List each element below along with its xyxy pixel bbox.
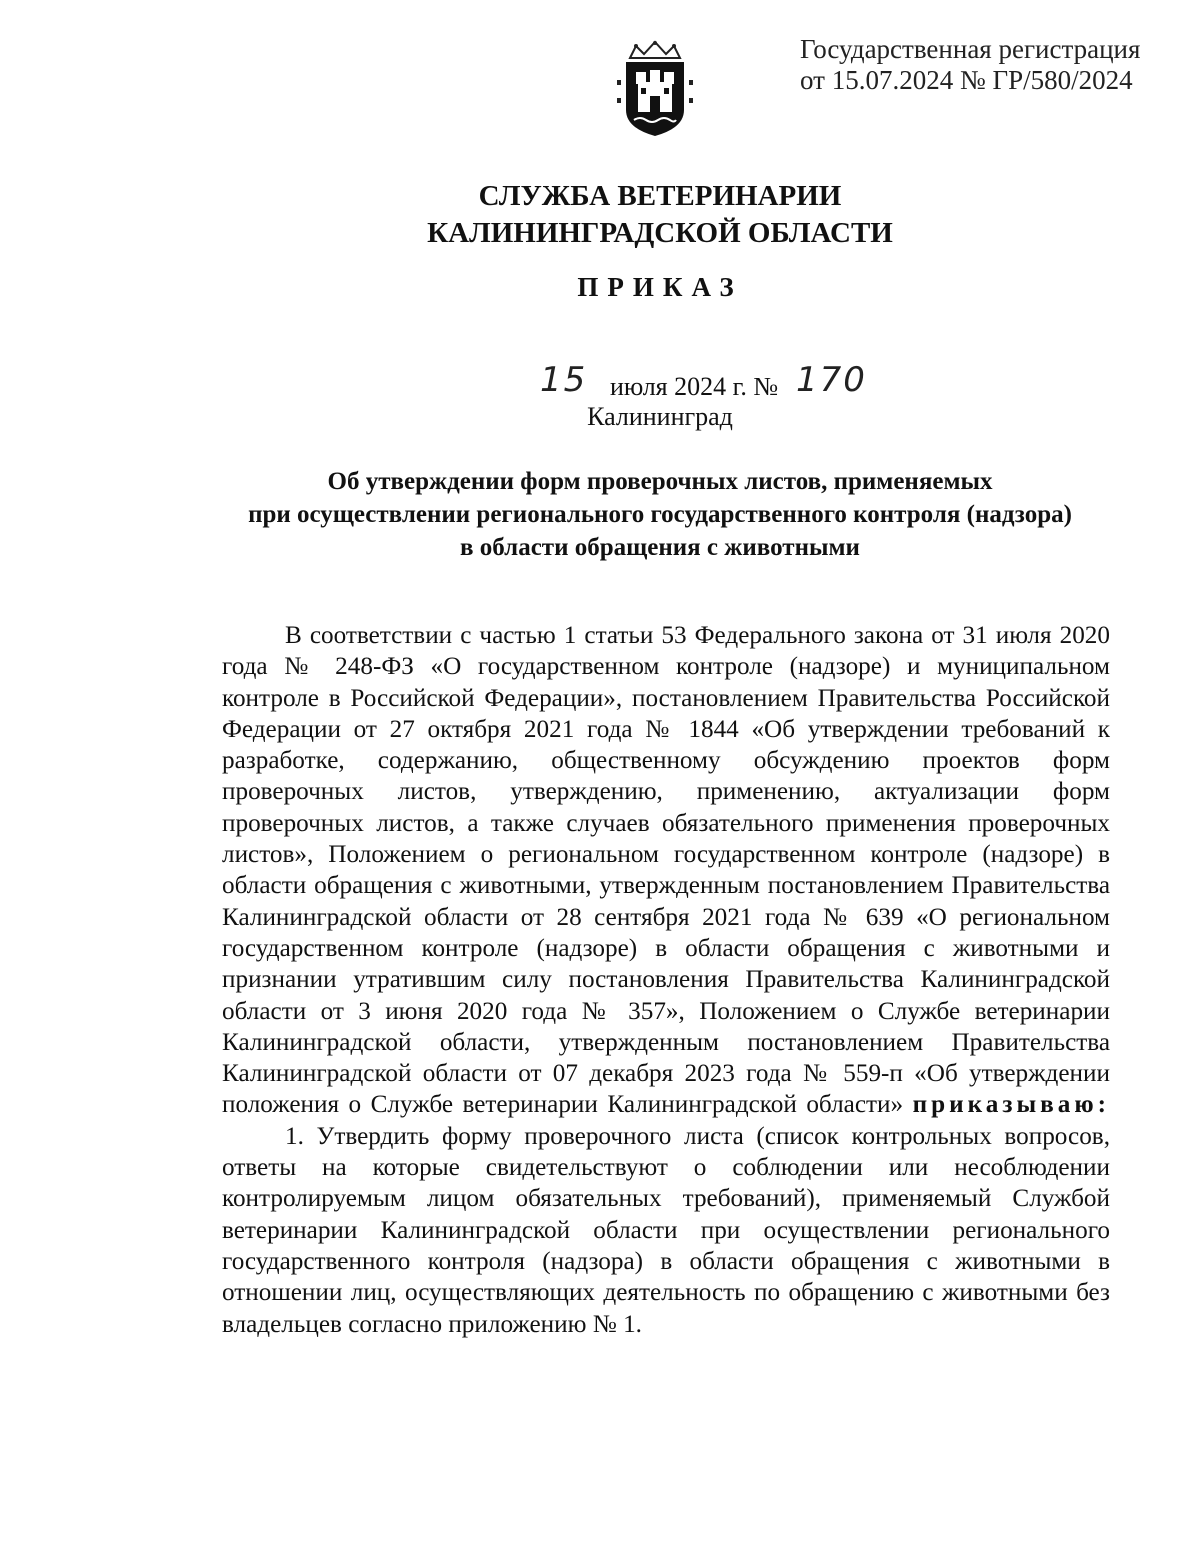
handwritten-order-number: 170 (796, 360, 867, 400)
order-word: приказываю: (912, 1091, 1110, 1119)
agency-line-1: СЛУЖБА ВЕТЕРИНАРИИ (478, 180, 842, 212)
document-body (222, 620, 1110, 1340)
order-title (200, 465, 1120, 564)
coat-of-arms-emblem (614, 40, 696, 140)
agency-line-2: КАЛИНИНГРАДСКОЙ ОБЛАСТИ (427, 217, 893, 249)
registration-stamp (800, 34, 1180, 96)
date-month-year: июля 2024 г. № (610, 372, 779, 401)
clause-1-paragraph: 1. Утвердить форму проверочного листа (список контрольных вопросов, ответы на которые свидетельствуют о соблюдении или несоблюдении контролируемым лицом обязательных требований), применяемый Службой ветеринарии Калининградской области при осуществлении регионального государственного контроля (надзора) в области обращения с животными в отношении лиц, осуществляющих деятельность по обращению с животными без владельцев согласно приложению № 1. (222, 1122, 1110, 1338)
preamble-paragraph (222, 620, 1110, 1121)
registration-line-1: Государственная регистрация (800, 34, 1141, 64)
city: Калининград (587, 402, 733, 431)
order-title-line-3: в области обращения с животными (460, 534, 860, 561)
order-title-line-1: Об утверждении форм проверочных листов, применяемых (327, 468, 993, 495)
registration-line-2: от 15.07.2024 № ГР/580/2024 (800, 65, 1133, 95)
handwritten-day: 15 (540, 360, 588, 400)
order-title-line-2: при осуществлении регионального государственного контроля (надзора) (248, 501, 1072, 528)
document-type: ПРИКАЗ (577, 272, 743, 302)
agency-name (300, 178, 1020, 252)
preamble-text: В соответствии с частью 1 статьи 53 Федерального закона от 31 июля 2020 года № 248-ФЗ «О государственном контроле (надзоре) и муниципальном контроле в Российской Федерации», постановлением Правительства Российской Федерации от 27 октября 2021 года № 1844 «Об утверждении требований к разработке, содержанию, общественному обсуждению проектов форм проверочных листов, утверждению, применению, актуализации форм проверочных листов, а также случаев обязательного применения проверочных листов», Положением о региональном государственном контроле (надзоре) в области обращения с животными, утвержденным постановлением Правительства Калининградской области от 28 сентября 2021 года № 639 «О региональном государственном контроле (надзоре) в области обращения с животными и признании утратившим силу постановления Правительства Калининградской области от 3 июня 2020 года № 357», Положением о Службе ветеринарии Калининградской области, утвержденным постановлением Правительства Калининградской области от 07 декабря 2023 года № 559-п «Об утверждении положения о Службе ветеринарии Калининградской области» (222, 622, 1110, 1119)
date-line (520, 362, 940, 406)
